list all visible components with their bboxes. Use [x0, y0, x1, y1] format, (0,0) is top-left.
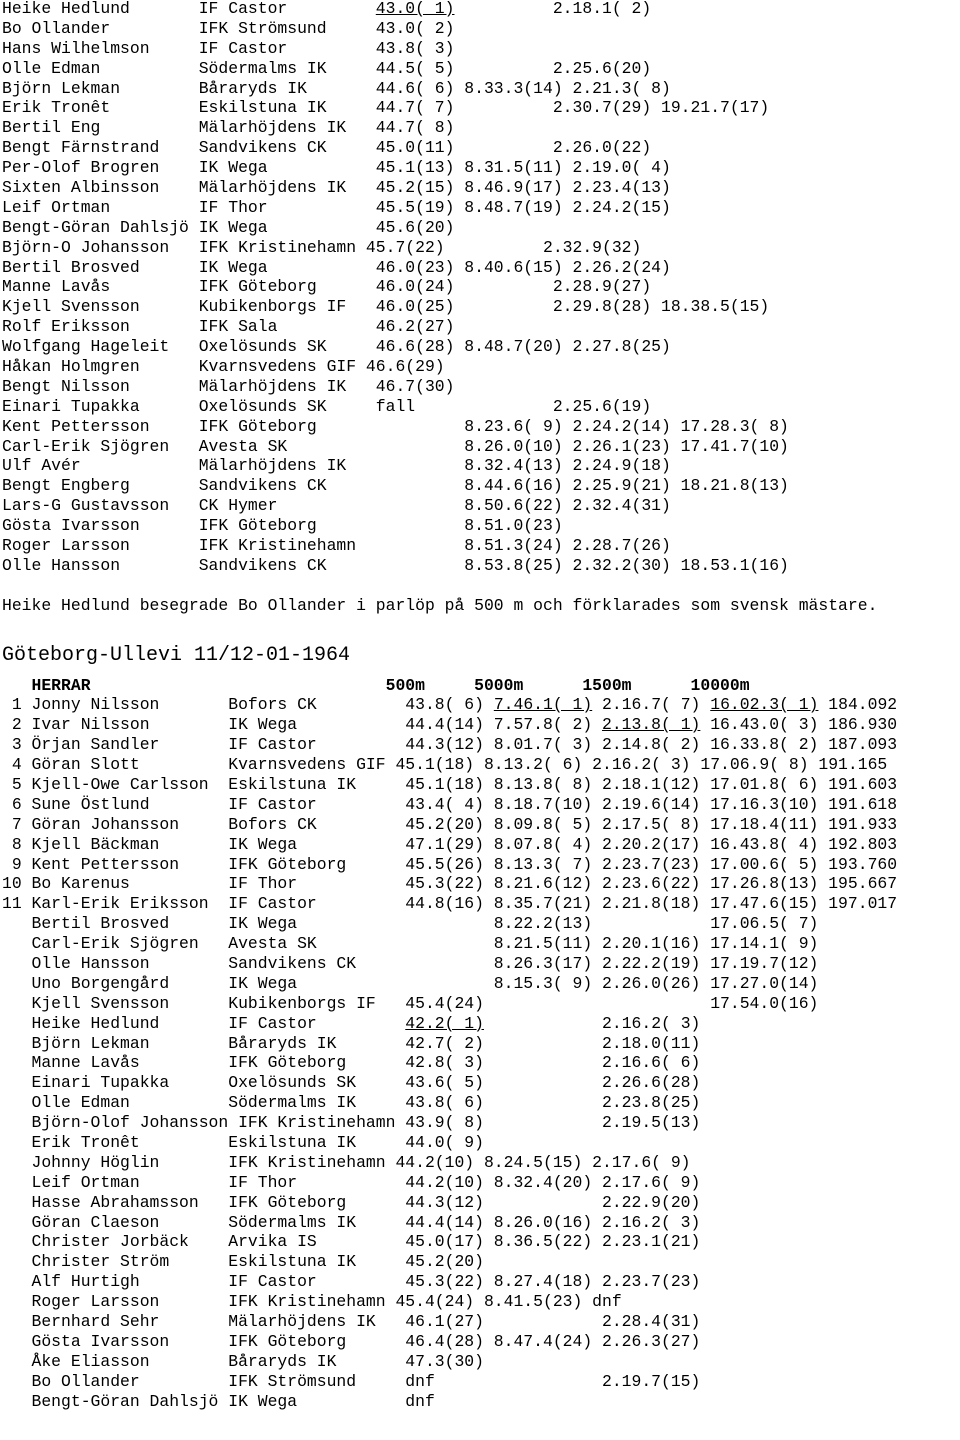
- row-text: Erik Tronêt Eskilstuna IK 44.0( 9): [2, 1132, 484, 1152]
- row-text: Roger Larsson IFK Kristinehamn 45.4(24) 8.41.5(23) dnf: [2, 1292, 622, 1312]
- result-row: [2, 874, 960, 894]
- row-text: Gösta Ivarsson IFK Göteborg 8.51.0(23): [2, 516, 563, 536]
- result-row: [2, 1053, 960, 1073]
- result-row: [2, 317, 960, 337]
- row-text: Erik Tronêt Eskilstuna IK 44.7( 7) 2.30.7(29) 19.21.7(17): [2, 98, 770, 118]
- result-row: [2, 1034, 960, 1054]
- result-row: [2, 337, 960, 357]
- result-row: [2, 297, 960, 317]
- row-text: Bengt Nilsson Mälarhöjdens IK 46.7(30): [2, 376, 455, 396]
- result-row: [2, 556, 960, 576]
- row-text: Ulf Avér Mälarhöjdens IK 8.32.4(13) 2.24.9(18): [2, 456, 671, 476]
- row-text: Alf Hurtigh IF Castor 45.3(22) 8.27.4(18) 2.23.7(23): [2, 1272, 701, 1292]
- result-row: [2, 1113, 960, 1133]
- row-text: 5 Kjell-Owe Carlsson Eskilstuna IK 45.1(18) 8.13.8( 8) 2.18.1(12) 17.01.8( 6) 191.603: [2, 774, 898, 794]
- row-text: Rolf Eriksson IFK Sala 46.2(27): [2, 317, 455, 337]
- result-row: [2, 894, 960, 914]
- result-row: [2, 1153, 960, 1173]
- result-row: [2, 158, 960, 178]
- result-row: [2, 835, 960, 855]
- result-row: [2, 476, 960, 496]
- result-row: [2, 815, 960, 835]
- result-row: [2, 954, 960, 974]
- result-row: [2, 39, 960, 59]
- blank-line: [2, 616, 960, 636]
- row-text: Christer Jorbäck Arvika IS 45.0(17) 8.36.5(22) 2.23.1(21): [2, 1232, 701, 1252]
- row-text: Hasse Abrahamsson IFK Göteborg 44.3(12) 2.22.9(20): [2, 1192, 701, 1212]
- result-row: [2, 1093, 960, 1113]
- results-table-continued: [2, 0, 960, 576]
- row-text: Bengt Färnstrand Sandvikens CK 45.0(11) 2.26.0(22): [2, 138, 652, 158]
- row-text: Lars-G Gustavsson CK Hymer 8.50.6(22) 2.32.4(31): [2, 496, 671, 516]
- result-row: [2, 914, 960, 934]
- result-row: [2, 98, 960, 118]
- row-text: Gösta Ivarsson IFK Göteborg 46.4(28) 8.47.4(24) 2.26.3(27): [2, 1331, 701, 1351]
- result-row: [2, 19, 960, 39]
- result-row: [2, 238, 960, 258]
- row-text: Bernhard Sehr Mälarhöjdens IK 46.1(27) 2.28.4(31): [2, 1312, 701, 1331]
- row-text: Christer Ström Eskilstuna IK 45.2(20): [2, 1252, 484, 1272]
- result-row: [2, 695, 960, 715]
- result-row: [2, 496, 960, 516]
- result-row: [2, 755, 960, 775]
- result-row: [2, 79, 960, 99]
- row-text: Leif Ortman IF Thor 45.5(19) 8.48.7(19) 2.24.2(15): [2, 197, 671, 217]
- row-text: Carl-Erik Sjögren Avesta SK 8.21.5(11) 2.20.1(16) 17.14.1( 9): [2, 934, 819, 954]
- row-text: Bertil Eng Mälarhöjdens IK 44.7( 8): [2, 118, 455, 138]
- row-text: Björn-Olof Johansson IFK Kristinehamn 43.9( 8) 2.19.5(13): [2, 1113, 701, 1133]
- result-row: [2, 1372, 960, 1392]
- result-row: [2, 735, 960, 755]
- row-text: 3 Örjan Sandler IF Castor 44.3(12) 8.01.7( 3) 2.14.8( 2) 16.33.8( 2) 187.093: [2, 735, 898, 755]
- record-time: 2.13.8( 1): [602, 715, 701, 735]
- result-row: [2, 1292, 960, 1312]
- row-text: Kent Pettersson IFK Göteborg 8.23.6( 9) 2.24.2(14) 17.28.3( 8): [2, 416, 789, 436]
- row-text: Heike Hedlund IF Castor: [2, 0, 376, 18]
- row-text: 4 Göran Slott Kvarnsvedens GIF 45.1(18) 8.13.2( 6) 2.16.2( 3) 17.06.9( 8) 191.165: [2, 755, 888, 775]
- result-row: [2, 377, 960, 397]
- row-text: Manne Lavås IFK Göteborg 46.0(24) 2.28.9(27): [2, 277, 652, 297]
- result-row: [2, 934, 960, 954]
- result-row: [2, 178, 960, 198]
- record-time: 16.02.3( 1): [710, 695, 819, 715]
- row-text: Bengt-Göran Dahlsjö IK Wega dnf: [2, 1391, 435, 1411]
- result-row: [2, 277, 960, 297]
- row-text: 1 Jonny Nilsson Bofors CK 43.8( 6): [2, 695, 494, 715]
- result-row: [2, 59, 960, 79]
- result-row: [2, 198, 960, 218]
- result-row: [2, 1352, 960, 1372]
- result-row: [2, 0, 960, 19]
- row-text: Olle Edman Södermalms IK 44.5( 5) 2.25.6(20): [2, 58, 652, 78]
- section-note: Heike Hedlund besegrade Bo Ollander i parlöp på 500 m och förklarades som svensk mästare.: [2, 595, 878, 615]
- row-text: Uno Borgengård IK Wega 8.15.3( 9) 2.26.0(26) 17.27.0(14): [2, 973, 819, 993]
- row-text: 2.16.2( 3): [483, 1013, 701, 1033]
- row-text: Wolfgang Hageleit Oxelösunds SK 46.6(28) 8.48.7(20) 2.27.8(25): [2, 337, 671, 357]
- row-text: Einari Tupakka Oxelösunds SK 43.6( 5) 2.26.6(28): [2, 1073, 701, 1093]
- row-text: Åke Eliasson Båraryds IK 47.3(30): [2, 1351, 484, 1371]
- record-time: 7.46.1( 1): [493, 695, 593, 715]
- record-time: 42.2( 1): [405, 1013, 484, 1033]
- row-text: 10 Bo Karenus IF Thor 45.3(22) 8.21.6(12) 2.23.6(22) 17.26.8(13) 195.667: [2, 874, 898, 894]
- row-text: Håkan Holmgren Kvarnsvedens GIF 46.6(29): [2, 357, 445, 377]
- row-text: Björn Lekman Båraryds IK 44.6( 6) 8.33.3(14) 2.21.3( 8): [2, 78, 671, 98]
- result-row: [2, 1014, 960, 1034]
- row-text: Göran Claeson Södermalms IK 44.4(14) 8.26.0(16) 2.16.2( 3): [2, 1212, 701, 1232]
- row-text: Kjell Svensson Kubikenborgs IF 46.0(25) 2.29.8(28) 18.38.5(15): [2, 297, 770, 317]
- row-text: Bertil Brosved IK Wega 8.22.2(13) 17.06.5( 7): [2, 914, 819, 934]
- row-text: Einari Tupakka Oxelösunds SK fall 2.25.6(19): [2, 396, 652, 416]
- result-row: [2, 1392, 960, 1412]
- row-text: Carl-Erik Sjögren Avesta SK 8.26.0(10) 2.26.1(23) 17.41.7(10): [2, 436, 789, 456]
- result-row: [2, 118, 960, 138]
- result-row: [2, 795, 960, 815]
- result-row: [2, 456, 960, 476]
- row-text: Olle Edman Södermalms IK 43.8( 6) 2.23.8(25): [2, 1093, 701, 1113]
- row-text: Bengt Engberg Sandvikens CK 8.44.6(16) 2.25.9(21) 18.21.8(13): [2, 476, 789, 496]
- row-text: 2 Ivar Nilsson IK Wega 44.4(14) 7.57.8( 2): [2, 715, 602, 735]
- row-text: Leif Ortman IF Thor 44.2(10) 8.32.4(20) 2.17.6( 9): [2, 1172, 701, 1192]
- row-text: 9 Kent Pettersson IFK Göteborg 45.5(26) 8.13.3( 7) 2.23.7(23) 17.00.6( 5) 193.760: [2, 854, 898, 874]
- row-text: Björn-O Johansson IFK Kristinehamn 45.7(22) 2.32.9(32): [2, 237, 642, 257]
- result-row: [2, 1073, 960, 1093]
- row-text: Johnny Höglin IFK Kristinehamn 44.2(10) 8.24.5(15) 2.17.6( 9): [2, 1152, 691, 1172]
- result-row: [2, 1232, 960, 1252]
- row-text: 16.43.0( 3) 186.930: [700, 715, 898, 735]
- result-row: [2, 516, 960, 536]
- result-row: [2, 1173, 960, 1193]
- results-document: [2, 0, 960, 1411]
- result-row: [2, 1312, 960, 1332]
- row-text: 7 Göran Johansson Bofors CK 45.2(20) 8.09.8( 5) 2.17.5( 8) 17.18.4(11) 191.933: [2, 814, 898, 834]
- row-text: Roger Larsson IFK Kristinehamn 8.51.3(24) 2.28.7(26): [2, 536, 671, 556]
- row-text: Olle Hansson Sandvikens CK 8.53.8(25) 2.32.2(30) 18.53.1(16): [2, 555, 789, 575]
- result-row: [2, 1272, 960, 1292]
- row-text: 11 Karl-Erik Eriksson IF Castor 44.8(16) 8.35.7(21) 2.21.8(18) 17.47.6(15) 197.017: [2, 894, 898, 914]
- result-row: [2, 1332, 960, 1352]
- row-text: 2.18.1( 2): [454, 0, 652, 18]
- row-text: Manne Lavås IFK Göteborg 42.8( 3) 2.16.6( 6): [2, 1053, 701, 1073]
- row-text: Heike Hedlund IF Castor: [2, 1013, 406, 1033]
- row-text: Bertil Brosved IK Wega 46.0(23) 8.40.6(15) 2.26.2(24): [2, 257, 671, 277]
- result-row: [2, 1252, 960, 1272]
- row-text: Per-Olof Brogren IK Wega 45.1(13) 8.31.5(11) 2.19.0( 4): [2, 158, 671, 178]
- result-row: [2, 1213, 960, 1233]
- result-row: [2, 536, 960, 556]
- result-row: [2, 218, 960, 238]
- row-text: 6 Sune Östlund IF Castor 43.4( 4) 8.18.7(10) 2.19.6(14) 17.16.3(10) 191.618: [2, 794, 898, 814]
- result-row: [2, 417, 960, 437]
- row-text: Olle Hansson Sandvikens CK 8.26.3(17) 2.22.2(19) 17.19.7(12): [2, 953, 819, 973]
- result-row: [2, 397, 960, 417]
- row-text: Bo Ollander IFK Strömsund dnf 2.19.7(15): [2, 1371, 701, 1391]
- row-text: 8 Kjell Bäckman IK Wega 47.1(29) 8.07.8( 4) 2.20.2(17) 16.43.8( 4) 192.803: [2, 834, 898, 854]
- results-table-goteborg: [2, 695, 960, 1411]
- result-row: [2, 258, 960, 278]
- row-text: 2.16.7( 7): [592, 695, 711, 715]
- result-row: [2, 994, 960, 1014]
- event-title: Göteborg-Ullevi 11/12-01-1964: [2, 643, 351, 667]
- row-text: Hans Wilhelmson IF Castor 43.8( 3): [2, 38, 455, 58]
- result-row: [2, 437, 960, 457]
- row-text: 184.092: [818, 695, 898, 715]
- result-row: [2, 974, 960, 994]
- row-text: Bo Ollander IFK Strömsund 43.0( 2): [2, 18, 455, 38]
- row-text: Björn Lekman Båraryds IK 42.7( 2) 2.18.0(11): [2, 1033, 701, 1053]
- result-row: [2, 715, 960, 735]
- result-row: [2, 357, 960, 377]
- row-text: Bengt-Göran Dahlsjö IK Wega 45.6(20): [2, 217, 455, 237]
- result-row: [2, 775, 960, 795]
- table-header: HERRAR 500m 5000m 1500m 10000m: [2, 675, 750, 695]
- result-row: [2, 855, 960, 875]
- result-row: [2, 1193, 960, 1213]
- record-time: 43.0( 1): [375, 0, 455, 18]
- result-row: [2, 138, 960, 158]
- row-text: Sixten Albinsson Mälarhöjdens IK 45.2(15) 8.46.9(17) 2.23.4(13): [2, 178, 671, 198]
- row-text: Kjell Svensson Kubikenborgs IF 45.4(24) 17.54.0(16): [2, 993, 819, 1013]
- blank-line: [2, 576, 960, 596]
- result-row: [2, 1133, 960, 1153]
